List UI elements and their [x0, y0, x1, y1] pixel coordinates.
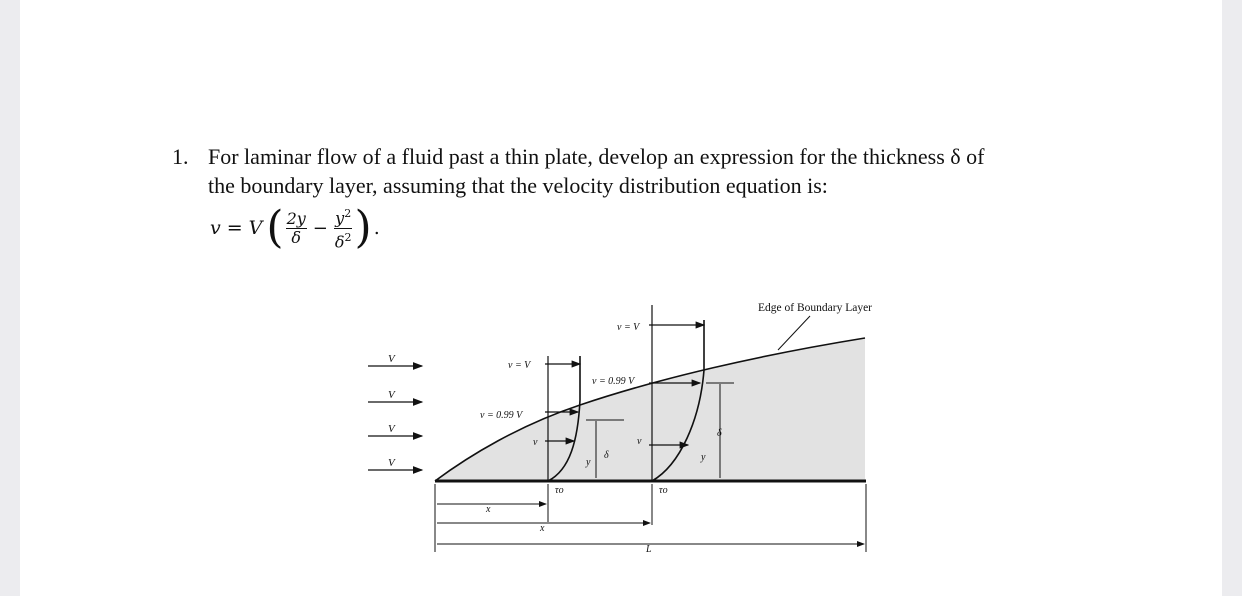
inflow-label-1: V — [388, 353, 395, 365]
p1-y: y — [586, 457, 591, 468]
frac1-den: δ — [291, 227, 301, 247]
edge-label: Edge of Boundary Layer — [758, 302, 873, 314]
frac1-num: 2y — [286, 208, 306, 228]
p1-tau: τo — [555, 485, 564, 496]
question-text-line2: the boundary layer, assuming that the velocity distribution equation is: — [208, 173, 828, 198]
eq-equals: = — [226, 217, 243, 239]
p2-v-eq-V: v = V — [617, 322, 640, 333]
inflow-label-3: V — [388, 423, 395, 435]
p1-v: v — [533, 437, 538, 448]
frac2-den-sup: 2 — [344, 230, 352, 244]
p1-v-099: v = 0.99 V — [480, 410, 523, 421]
dim-L: L — [646, 544, 652, 555]
question-number: 1. — [172, 144, 189, 169]
right-paren: ) — [354, 202, 372, 253]
eq-period: . — [373, 217, 380, 239]
left-paren: ( — [266, 202, 284, 253]
frac2-num-sup: 2 — [344, 207, 352, 221]
question-text-line1: For laminar flow of a fluid past a thin plate, develop an expression for the thickness δ of — [208, 144, 985, 169]
p2-v: v — [637, 436, 642, 447]
dim-x-1: x — [486, 504, 491, 515]
inflow-label-2: V — [388, 389, 395, 401]
inflow-label-4: V — [388, 457, 395, 469]
inflow-arrows — [368, 366, 422, 470]
dimension-lines — [435, 484, 866, 552]
frac2-den: δ — [334, 231, 345, 251]
eq-coef: V — [248, 217, 263, 239]
p1-v-eq-V: v = V — [508, 360, 531, 371]
edge-leader — [778, 316, 810, 350]
dim-x-2: x — [540, 523, 545, 534]
p2-tau: τo — [659, 485, 668, 496]
p1-delta: δ — [604, 450, 609, 461]
frac2-num: y — [335, 208, 345, 228]
eq-minus: − — [312, 217, 328, 239]
p2-y: y — [701, 452, 706, 463]
p2-v-099: v = 0.99 V — [592, 376, 635, 387]
p2-delta: δ — [717, 428, 722, 439]
eq-lhs: v — [210, 217, 221, 239]
